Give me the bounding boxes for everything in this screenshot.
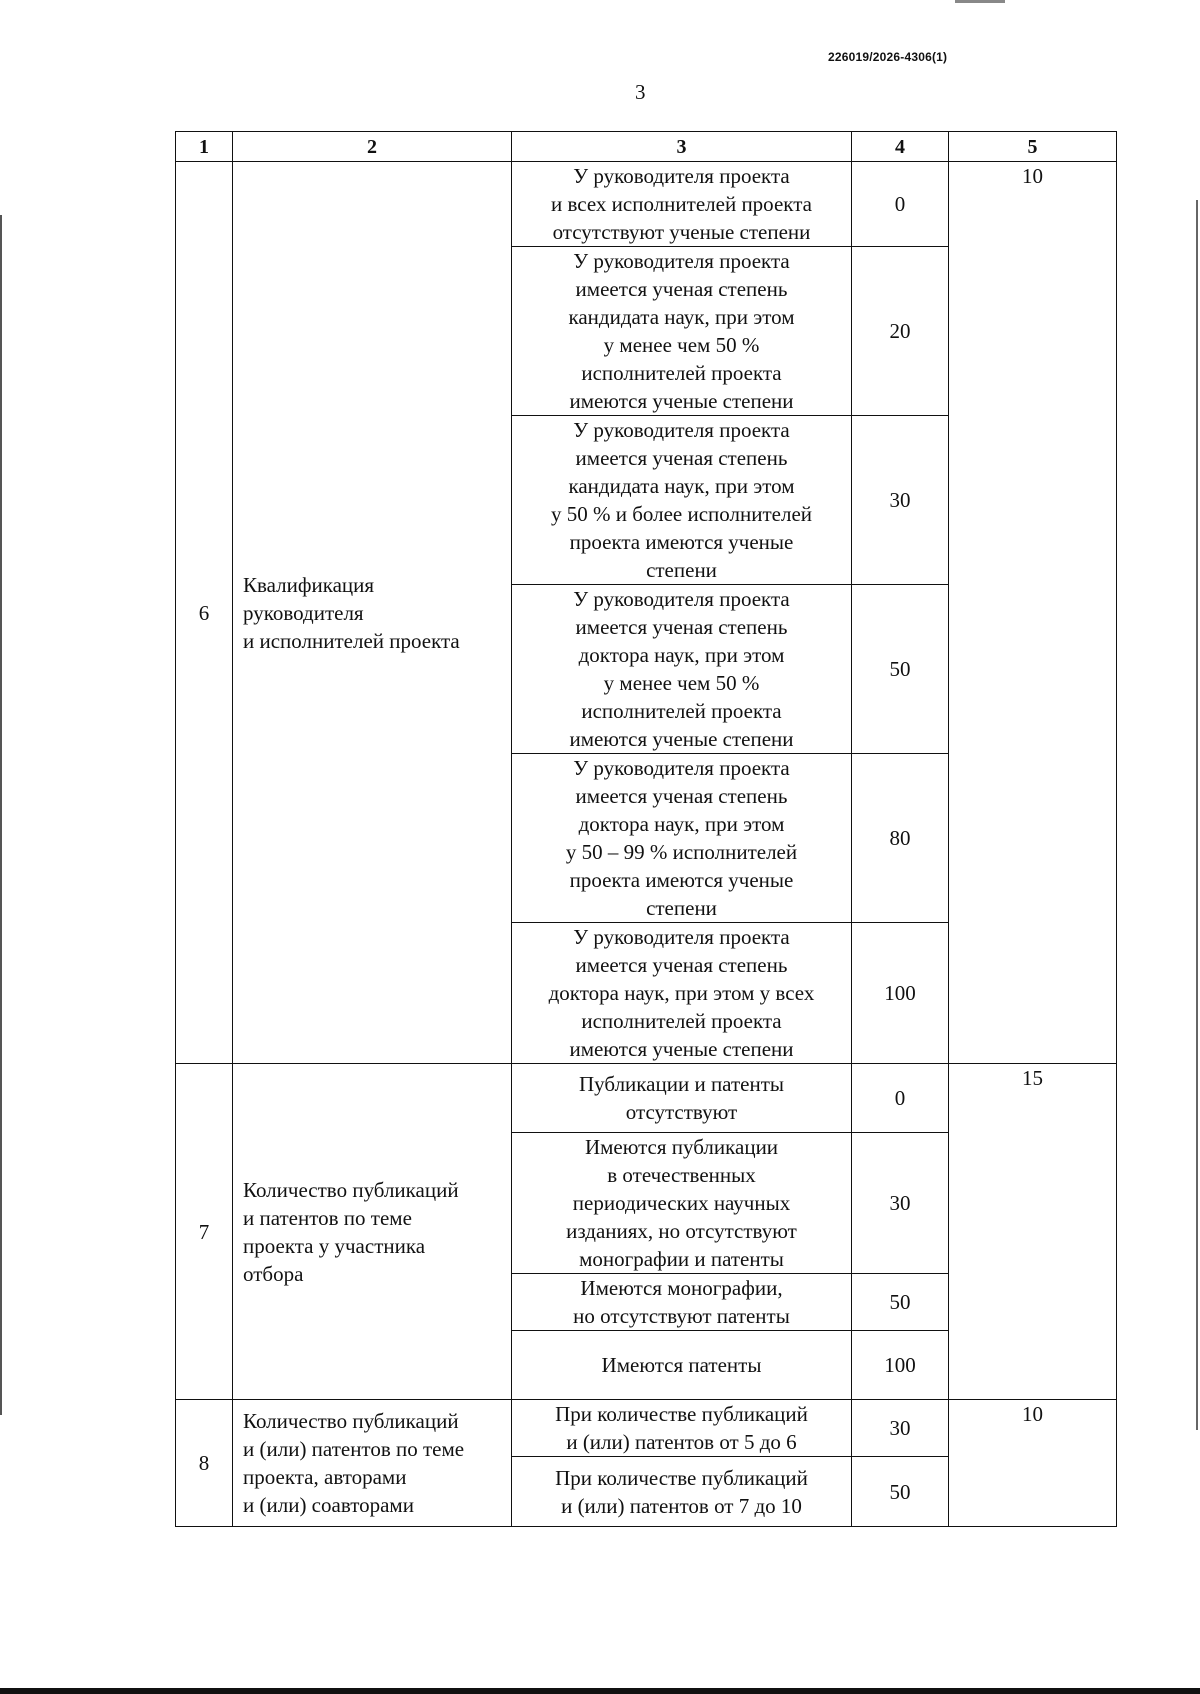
description-line: При количестве публикаций [555,1465,808,1490]
criterion-description [512,585,852,754]
criterion-score: 50 [852,585,949,754]
page-number: 3 [635,80,646,104]
description-line: При количестве публикаций [555,1402,808,1426]
criterion-description [512,1064,852,1133]
description-line: изданиях, но отсутствуют [566,1219,797,1243]
description-line: имеются ученые степени [569,389,794,413]
criterion-name-line: отбора [243,1261,304,1286]
criterion-score: 50 [852,1457,949,1527]
criterion-score: 100 [852,923,949,1064]
criterion-description [512,923,852,1064]
criterion-name-line: Квалификация [243,572,375,597]
description-line: и (или) патентов от 5 до 6 [566,1430,797,1454]
criterion-name-line: и исполнителей проекта [243,628,460,653]
description-line: у 50 % и более исполнителей [550,502,813,526]
criterion-name-line: Количество публикаций [243,1177,459,1202]
criterion-description [512,1274,852,1331]
description-line: имеется ученая степень [575,615,788,639]
column-header-3: 3 [512,132,852,162]
criterion-description [512,1400,852,1457]
description-line: Публикации и патенты [579,1072,784,1096]
criterion-description [512,1457,852,1527]
description-line: отсутствуют ученые степени [552,220,811,244]
description-line: доктора наук, при этом [578,812,785,836]
criterion-weight: 10 [949,1400,1117,1527]
criterion-name [233,1064,512,1400]
criterion-score: 30 [852,1400,949,1457]
criterion-name-line: руководителя [243,600,364,625]
criterion-name-line: и (или) соавторами [243,1493,414,1517]
criterion-score: 50 [852,1274,949,1331]
criterion-score: 100 [852,1331,949,1400]
description-line: и всех исполнителей проекта [551,192,812,216]
description-line: у менее чем 50 % [603,671,760,695]
description-line: У руководителя проекта [573,249,790,273]
criterion-number: 7 [176,1064,233,1400]
description-line: монографии и патенты [579,1247,784,1271]
description-line: кандидата наук, при этом [568,474,795,498]
description-line: имеется ученая степень [575,277,788,301]
table-header-row [176,132,1117,162]
criterion-description [512,1331,852,1400]
description-line: проекта имеются ученые [569,530,794,554]
criterion-score: 30 [852,416,949,585]
criterion-name [233,1400,512,1527]
description-line: отсутствуют [625,1100,738,1124]
table-row [176,162,1117,247]
description-line: кандидата наук, при этом [568,305,795,329]
scan-edge-right [1196,200,1198,1430]
criterion-description [512,162,852,247]
description-line: У руководителя проекта [573,418,790,442]
criteria-table [175,131,1117,1527]
criterion-description [512,754,852,923]
description-line: имеются ученые степени [569,1037,794,1061]
criterion-number: 6 [176,162,233,1064]
description-line: Имеются монографии, [580,1276,783,1300]
column-header-5: 5 [949,132,1117,162]
description-line: Имеются публикации [584,1135,779,1159]
description-line: проекта имеются ученые [569,868,794,892]
criterion-weight: 10 [949,162,1117,1064]
description-line: имеются ученые степени [569,727,794,751]
criterion-name-line: и патентов по теме [243,1205,412,1230]
column-header-1: 1 [176,132,233,162]
criterion-name-line: проекта, авторами [243,1465,407,1489]
description-line: имеется ученая степень [575,953,788,977]
document-number: 226019/2026-4306(1) [828,50,948,64]
description-line: доктора наук, при этом [578,643,785,667]
criterion-description [512,1133,852,1274]
description-line: исполнителей проекта [581,361,782,385]
description-line: Имеются патенты [601,1353,762,1377]
table-row [176,1400,1117,1457]
scan-edge-left [0,215,2,1415]
scan-bottom-edge [0,1688,1200,1694]
description-line: периодических научных [572,1191,791,1215]
description-line: У руководителя проекта [573,925,790,949]
table-body [176,162,1117,1527]
description-line: степени [646,896,717,920]
description-line: исполнителей проекта [581,1009,782,1033]
description-line: У руководителя проекта [573,164,790,188]
column-header-2: 2 [233,132,512,162]
description-line: имеется ученая степень [575,446,788,470]
criterion-score: 20 [852,247,949,416]
criterion-name [233,162,512,1064]
description-line: исполнителей проекта [581,699,782,723]
description-line: У руководителя проекта [573,587,790,611]
description-line: у менее чем 50 % [603,333,760,357]
criterion-score: 0 [852,1064,949,1133]
criterion-score: 30 [852,1133,949,1274]
criterion-score: 80 [852,754,949,923]
criterion-description [512,247,852,416]
criterion-description [512,416,852,585]
scan-artifact [955,0,1005,3]
criterion-weight: 15 [949,1064,1117,1400]
description-line: доктора наук, при этом у всех [548,981,815,1005]
criterion-number: 8 [176,1400,233,1527]
table-row [176,1064,1117,1133]
criterion-name-line: и (или) патентов по теме [243,1437,465,1461]
description-line: и (или) патентов от 7 до 10 [561,1493,802,1518]
description-line: но отсутствуют патенты [573,1304,790,1328]
description-line: У руководителя проекта [573,756,790,780]
description-line: в отечественных [607,1163,756,1187]
description-line: имеется ученая степень [575,784,788,808]
column-header-4: 4 [852,132,949,162]
criterion-score: 0 [852,162,949,247]
criterion-name-line: Количество публикаций [243,1409,459,1433]
criterion-name-line: проекта у участника [243,1233,426,1258]
description-line: степени [646,558,717,582]
description-line: у 50 – 99 % исполнителей [565,840,798,864]
